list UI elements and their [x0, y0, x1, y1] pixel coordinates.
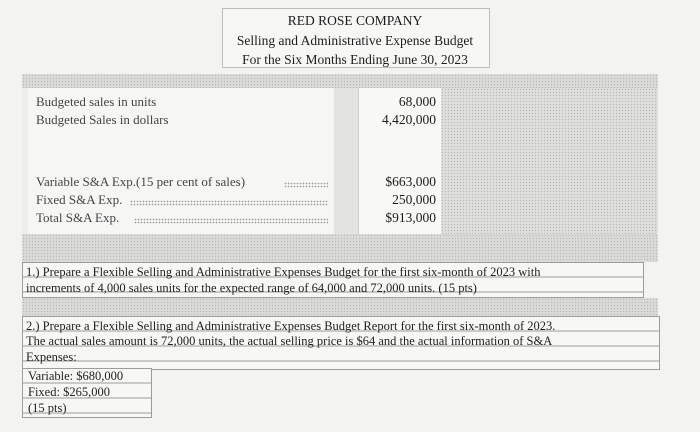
task-2-line-2: The actual sales amount is 72,000 units, the actual selling price is $64 and the actual information of S&A	[26, 334, 553, 348]
header-band	[22, 74, 658, 88]
variable-value: $663,000	[385, 174, 436, 189]
sales-dollars-label: Budgeted Sales in dollars	[36, 112, 169, 127]
variable-leader-dots	[284, 182, 328, 188]
fixed-value: 250,000	[392, 192, 436, 207]
budget-title: Selling and Administrative Expense Budget	[236, 33, 474, 48]
gap-band	[22, 298, 658, 316]
task-1-line-2: increments of 4,000 sales units for the expected range of 64,000 and 72,000 units. (15 pts)	[26, 281, 477, 295]
sales-dollars-value: 4,420,000	[382, 112, 436, 127]
task-2-variable: Variable: $680,000	[28, 369, 124, 383]
total-label: Total S&A Exp.	[36, 210, 120, 225]
right-filler	[441, 88, 658, 234]
fixed-label: Fixed S&A Exp.	[36, 192, 123, 207]
lower-band	[22, 234, 658, 262]
budget-period: For the Six Months Ending June 30, 2023	[242, 52, 468, 67]
task-2-line-1: 2.) Prepare a Flexible Selling and Administrative Expenses Budget Report for the first six-month of 2023.	[26, 319, 556, 333]
sales-units-value: 68,000	[398, 94, 436, 109]
total-leader-dots	[134, 218, 328, 224]
fixed-leader-dots	[130, 200, 328, 206]
total-value: $913,000	[385, 210, 436, 225]
variable-label: Variable S&A Exp.(15 per cent of sales)	[36, 174, 246, 189]
task-2-fixed: Fixed: $265,000	[28, 385, 110, 399]
sales-units-label: Budgeted sales in units	[36, 94, 157, 109]
company-name: RED ROSE COMPANY	[287, 13, 423, 28]
task-1-line-1: 1.) Prepare a Flexible Selling and Administrative Expenses Budget for the first six-month of 2023 with	[26, 265, 541, 279]
task-2-points: (15 pts)	[28, 401, 67, 415]
separator-column	[334, 88, 358, 234]
task-2-line-3: Expenses:	[26, 350, 77, 364]
